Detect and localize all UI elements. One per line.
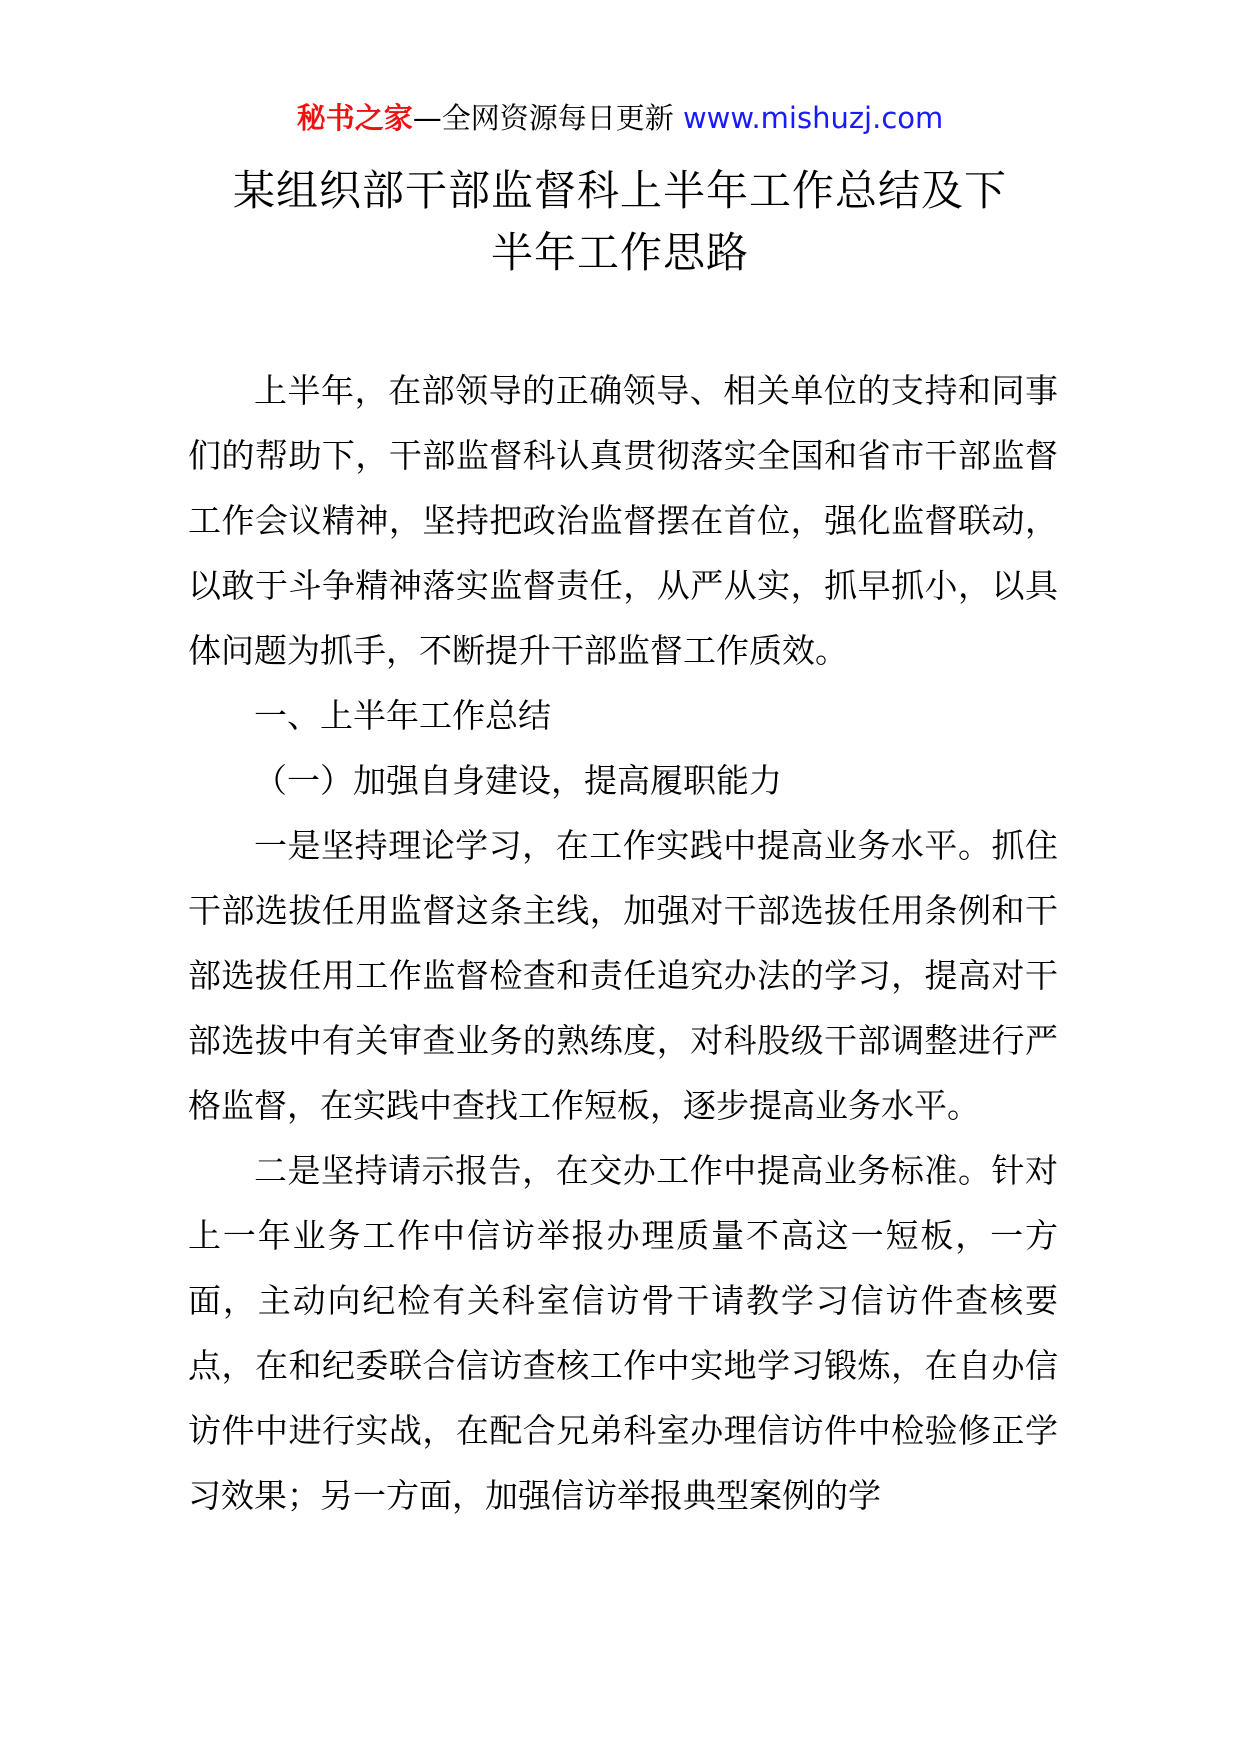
body-paragraph-1: 一是坚持理论学习，在工作实践中提高业务水平。抓住干部选拔任用监督这条主线，加强对干部选拔任用条例和干部选拔任用工作监督检查和责任追究办法的学习，提高对干部选拔中有关审查业务的熟练度，对科股级干部调整进行严格监督，在实践中查找工作短板，逐步提高业务水平。: [188, 826, 1058, 1125]
site-url-link[interactable]: www.mishuzj.com: [682, 101, 944, 135]
body-paragraph-2: 二是坚持请示报告，在交办工作中提高业务标准。针对上一年业务工作中信访举报办理质量不高这一短板，一方面，主动向纪检有关科室信访骨干请教学习信访件查核要点，在和纪委联合信访查核工作中实地学习锻炼，在自办信访件中进行实战，在配合兄弟科室办理信访件中检验修正学习效果；另一方面，加强信访举报典型案例的学: [188, 1151, 1058, 1515]
document-body: [188, 358, 1058, 1528]
brand-name: 秘书之家: [296, 101, 413, 135]
title-line-2: 半年工作思路: [490, 228, 749, 277]
intro-paragraph: 上半年，在部领导的正确领导、相关单位的支持和同事们的帮助下，干部监督科认真贯彻落实全国和省市干部监督工作会议精神，坚持把政治监督摆在首位，强化监督联动，以敢于斗争精神落实监督责任，从严从实，抓早抓小，以具体问题为抓手，不断提升干部监督工作质效。: [188, 371, 1058, 670]
section-heading: 一、上半年工作总结: [254, 696, 551, 735]
subsection-heading: （一）加强自身建设，提高履职能力: [254, 761, 782, 800]
site-header: [0, 98, 1240, 138]
document-title: [150, 160, 1090, 284]
title-line-1: 某组织部干部监督科上半年工作总结及下: [232, 166, 1007, 215]
header-slogan: —全网资源每日更新: [412, 101, 683, 135]
